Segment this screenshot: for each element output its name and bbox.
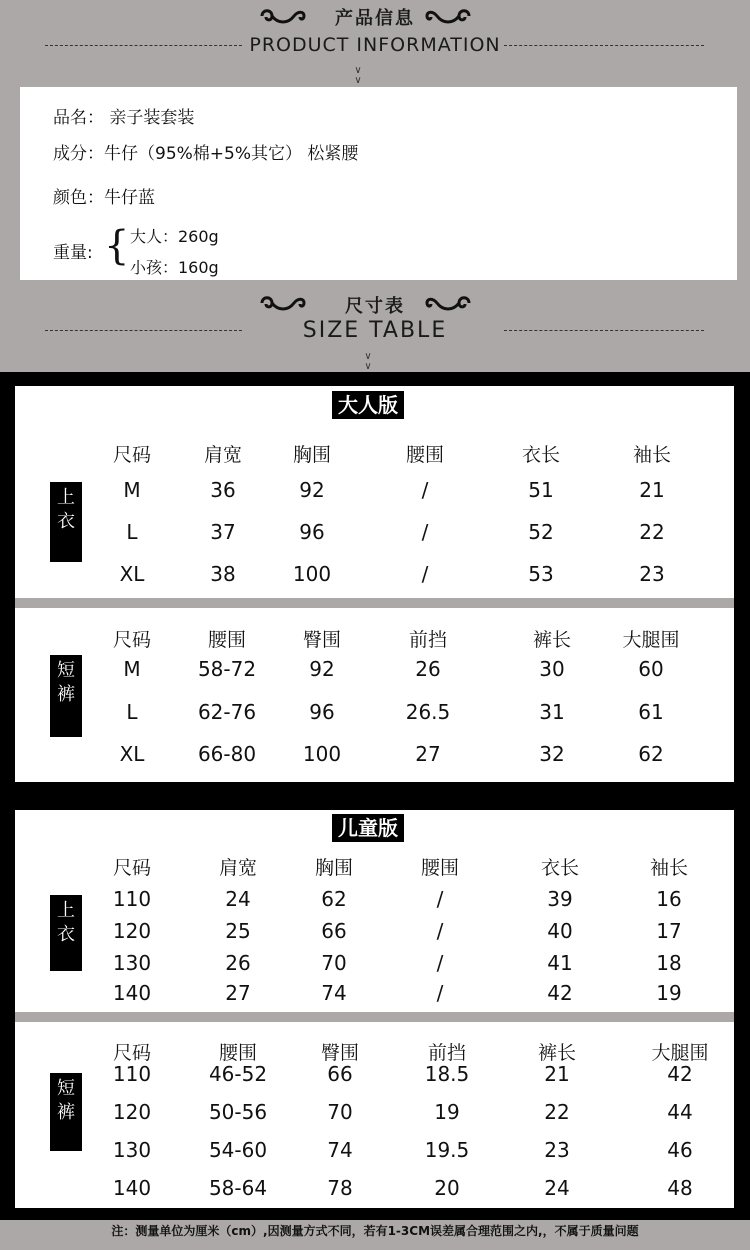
table-cell: 26 [415, 657, 441, 681]
table-cell: 74 [321, 981, 347, 1005]
table-cell: 17 [656, 919, 682, 943]
table-cell: 26.5 [405, 700, 451, 724]
table-header-cell: 袖长 [649, 857, 689, 879]
label-char: 上 [57, 487, 75, 508]
label-char: 衣 [57, 511, 75, 532]
label-char: 上 [57, 900, 75, 921]
size-table-subtitle: SIZE TABLE [302, 318, 448, 343]
table-cell: 60 [638, 657, 664, 681]
table-header-cell: 前挡 [427, 1042, 467, 1064]
label-char: 裤 [57, 1102, 75, 1123]
table-cell: XL [119, 562, 145, 586]
table-header-cell: 大腿围 [651, 1042, 709, 1064]
table-header-cell: 尺码 [112, 1042, 152, 1064]
table-cell: 19 [434, 1100, 460, 1124]
table-header-cell: 尺码 [112, 857, 152, 879]
table-cell: / [436, 919, 444, 943]
table-cell: / [436, 981, 444, 1005]
table-cell: 16 [656, 887, 682, 911]
table-cell: 50-56 [208, 1100, 268, 1124]
table-cell: 18.5 [424, 1062, 470, 1086]
table-cell: 48 [667, 1176, 693, 1200]
table-cell: 24 [225, 887, 251, 911]
product-info-subtitle: PRODUCT INFORMATION [249, 34, 501, 56]
table-cell: 32 [539, 742, 565, 766]
table-header-cell: 肩宽 [203, 444, 243, 466]
table-cell: 22 [639, 520, 665, 544]
label-char: 衣 [57, 924, 75, 945]
table-header-cell: 腰围 [207, 629, 247, 651]
table-header-cell: 尺码 [112, 444, 152, 466]
table-cell: 58-64 [208, 1176, 268, 1200]
child-top-label [50, 895, 82, 971]
table-cell: 20 [434, 1176, 460, 1200]
table-cell: 27 [225, 981, 251, 1005]
footer-note: 注：测量单位为厘米（cm）,因测量方式不同，若有1-3CM误差属合理范围之内,，不属于质量问题 [111, 1224, 639, 1238]
table-header-cell: 衣长 [540, 857, 580, 879]
table-cell: 61 [638, 700, 664, 724]
table-cell: 70 [327, 1100, 353, 1124]
table-header-cell: 裤长 [532, 629, 572, 651]
table-cell: 100 [292, 562, 332, 586]
adult-version-title: 大人版 [332, 391, 404, 419]
table-cell: 92 [299, 478, 325, 502]
table-cell: 41 [547, 951, 573, 975]
adult-shorts-label [50, 655, 82, 737]
table-cell: 78 [327, 1176, 353, 1200]
table-cell: 42 [547, 981, 573, 1005]
table-cell: / [436, 951, 444, 975]
table-cell: 36 [210, 478, 236, 502]
table-cell: 92 [309, 657, 335, 681]
table-cell: M [123, 657, 141, 681]
table-cell: L [126, 520, 138, 544]
table-cell: 19.5 [424, 1138, 470, 1162]
table-cell: 22 [544, 1100, 570, 1124]
product-info-title: 产品信息 [335, 8, 415, 29]
table-cell: 46 [667, 1138, 693, 1162]
table-cell: 52 [528, 520, 554, 544]
swirl-ornament-right-icon [423, 293, 473, 313]
table-cell: L [126, 700, 138, 724]
table-cell: 24 [544, 1176, 570, 1200]
size-table-title: 尺寸表 [345, 296, 405, 317]
weight-child: 小孩：160g [130, 258, 219, 277]
brace-icon: { [104, 223, 130, 269]
table-cell: 70 [321, 951, 347, 975]
table-cell: 23 [639, 562, 665, 586]
label-char: 短 [57, 660, 75, 681]
table-cell: 66-80 [197, 742, 257, 766]
table-cell: 74 [327, 1138, 353, 1162]
table-cell: 39 [547, 887, 573, 911]
table-cell: 53 [528, 562, 554, 586]
table-header-cell: 臀围 [302, 629, 342, 651]
table-cell: 140 [112, 1176, 152, 1200]
adult-top-label [50, 482, 82, 562]
label-char: 短 [57, 1078, 75, 1099]
table-cell: 140 [112, 981, 152, 1005]
table-cell: 120 [112, 919, 152, 943]
table-cell: / [436, 887, 444, 911]
section-separator [15, 1012, 734, 1022]
table-cell: 120 [112, 1100, 152, 1124]
product-material: 成分：牛仔（95%棉+5%其它） 松紧腰 [53, 144, 359, 164]
child-shorts-label [50, 1073, 82, 1151]
product-weight-label: 重量: [53, 243, 93, 263]
table-cell: 23 [544, 1138, 570, 1162]
table-cell: 30 [539, 657, 565, 681]
table-header-cell: 腰围 [420, 857, 460, 879]
weight-adult: 大人：260g [130, 227, 219, 246]
table-cell: 21 [639, 478, 665, 502]
dashed-divider-right [504, 330, 704, 331]
table-cell: 21 [544, 1062, 570, 1086]
table-cell: 18 [656, 951, 682, 975]
table-header-cell: 裤长 [537, 1042, 577, 1064]
table-cell: 110 [112, 1062, 152, 1086]
table-cell: 31 [539, 700, 565, 724]
table-cell: 51 [528, 478, 554, 502]
table-header-cell: 尺码 [112, 629, 152, 651]
table-cell: 110 [112, 887, 152, 911]
table-cell: 27 [415, 742, 441, 766]
table-cell: 66 [327, 1062, 353, 1086]
table-header-cell: 腰围 [218, 1042, 258, 1064]
table-cell: XL [119, 742, 145, 766]
table-cell: M [123, 478, 141, 502]
table-cell: 40 [547, 919, 573, 943]
table-cell: 66 [321, 919, 347, 943]
product-color: 颜色：牛仔蓝 [53, 188, 155, 208]
table-cell: / [421, 478, 429, 502]
table-cell: 25 [225, 919, 251, 943]
table-header-cell: 袖长 [632, 444, 672, 466]
double-chevron-down-icon: ∨ ∨ [364, 351, 372, 372]
table-header-cell: 胸围 [314, 857, 354, 879]
swirl-ornament-right-icon [423, 6, 473, 26]
table-cell: 62 [321, 887, 347, 911]
double-chevron-down-icon: ∨ ∨ [354, 65, 362, 86]
table-cell: 130 [112, 951, 152, 975]
label-char: 裤 [57, 684, 75, 705]
product-name: 品名： 亲子装套装 [53, 108, 195, 128]
table-cell: 19 [656, 981, 682, 1005]
child-version-title: 儿童版 [332, 814, 404, 842]
table-header-cell: 腰围 [405, 444, 445, 466]
table-header-cell: 前挡 [408, 629, 448, 651]
product-info-box [20, 87, 737, 280]
table-header-cell: 衣长 [521, 444, 561, 466]
table-cell: 130 [112, 1138, 152, 1162]
table-cell: / [421, 520, 429, 544]
table-cell: 46-52 [208, 1062, 268, 1086]
table-cell: 96 [299, 520, 325, 544]
table-cell: 62 [638, 742, 664, 766]
table-header-cell: 臀围 [320, 1042, 360, 1064]
table-cell: 58-72 [197, 657, 257, 681]
table-cell: 54-60 [208, 1138, 268, 1162]
table-cell: 26 [225, 951, 251, 975]
table-cell: / [421, 562, 429, 586]
table-header-cell: 胸围 [292, 444, 332, 466]
section-separator [15, 598, 734, 608]
table-cell: 38 [210, 562, 236, 586]
table-cell: 96 [309, 700, 335, 724]
table-cell: 44 [667, 1100, 693, 1124]
table-header-cell: 大腿围 [622, 629, 680, 651]
table-cell: 42 [667, 1062, 693, 1086]
table-header-cell: 肩宽 [218, 857, 258, 879]
table-cell: 100 [302, 742, 342, 766]
dashed-divider-right [504, 45, 704, 46]
table-cell: 37 [210, 520, 236, 544]
table-cell: 62-76 [197, 700, 257, 724]
